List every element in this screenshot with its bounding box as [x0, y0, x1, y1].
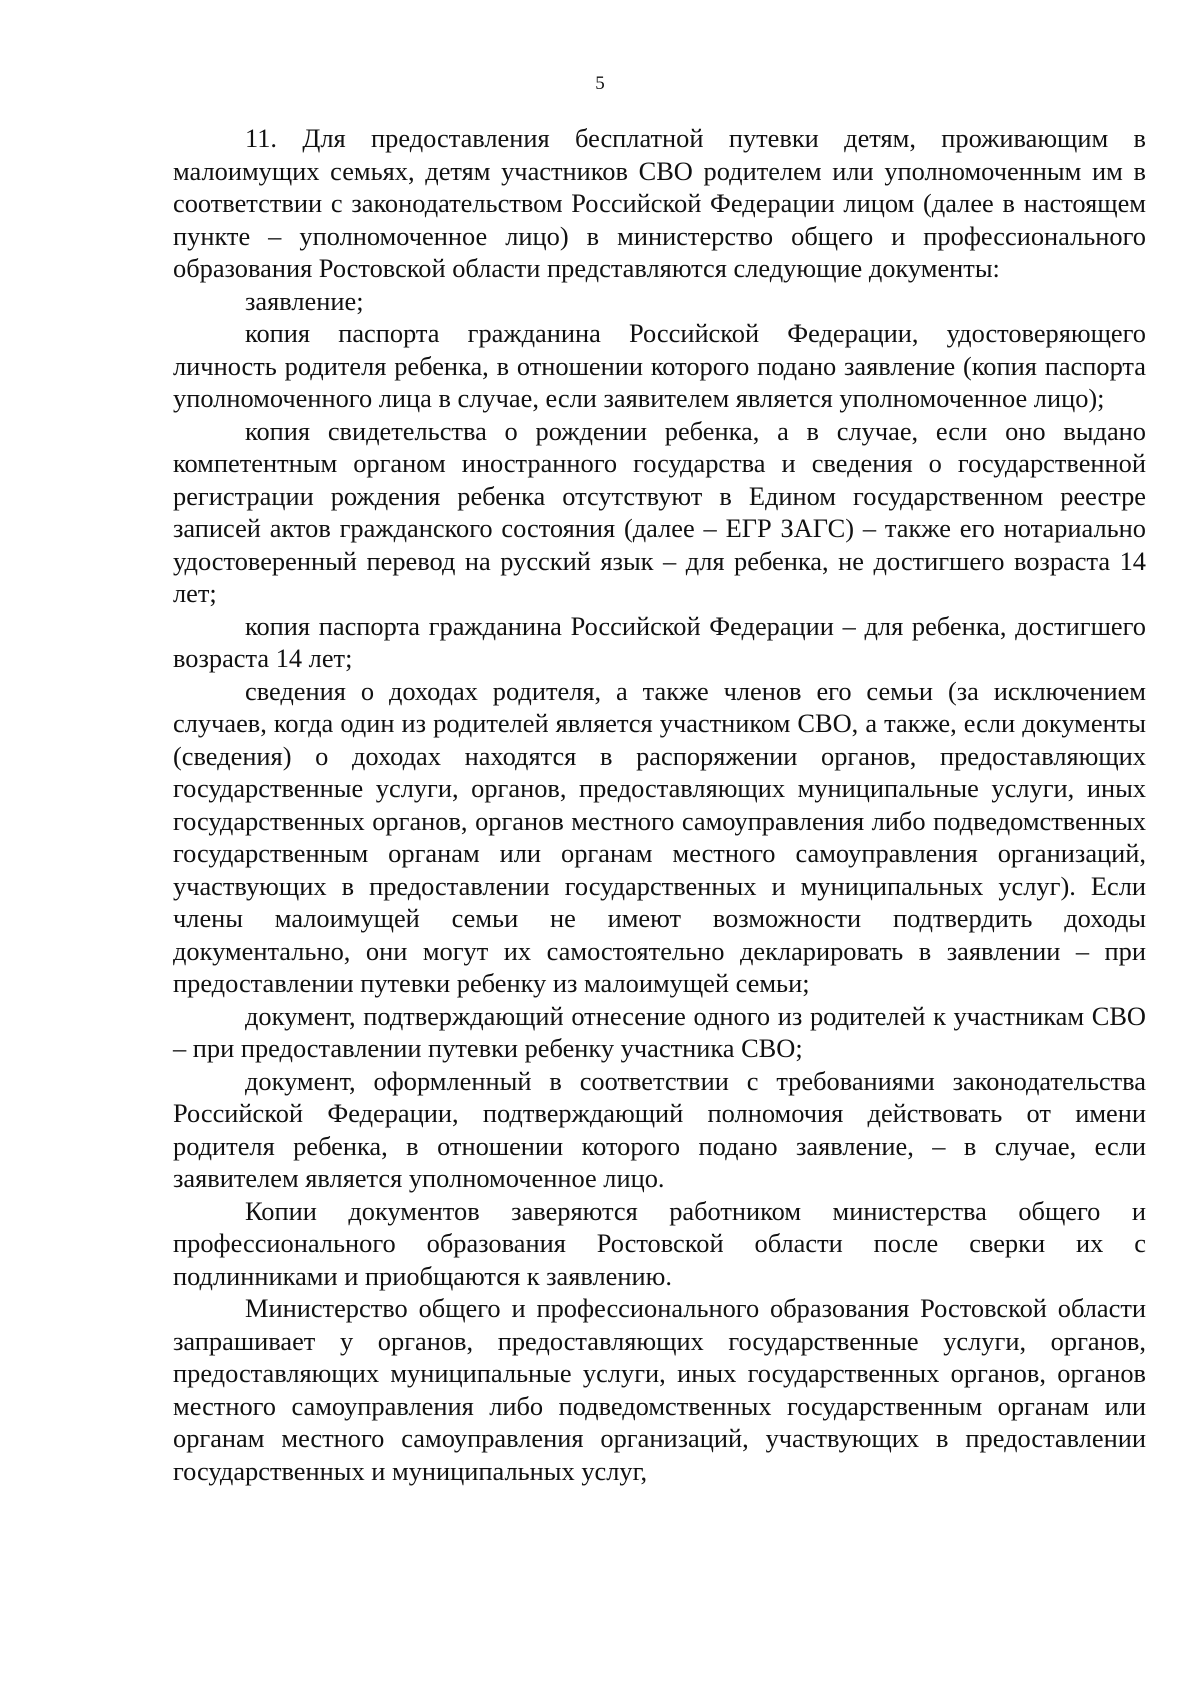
paragraph-ministry-request: Министерство общего и профессионального образования Ростовской области запрашивает у органов, предоставляющих государственные услуги, органов, предоставляющих муниципальные услуги, иных государственных органов, органов местного самоуправления либо подведомственных государственным органам или органам местного самоуправления организаций, участвующих в предоставлении государственных и муниципальных услуг, — [173, 1293, 1146, 1486]
list-item-income-information: сведения о доходах родителя, а также членов его семьи (за исключением случаев, когда один из родителей является участником СВО, а также, если документы (сведения) о доходах находятся в распоряжении органов, предоставляющих государственные услуги, органов, предоставляющих муниципальные услуги, иных государственных органов, органов местного самоуправления либо подведомственных государственным органам или органам местного самоуправления организаций, участвующих в предоставлении государственных и муниципальных услуг). Если члены малоимущей семьи не имеют возможности подтвердить доходы документально, они могут их самостоятельно декларировать в заявлении – при предоставлении путевки ребенку из малоимущей семьи; — [173, 675, 1146, 998]
list-item-application: заявление; — [245, 285, 364, 316]
list-item-parent-passport-copy: копия паспорта гражданина Российской Федерации, удостоверяющего личность родителя ребенка, в отношении которого подано заявление (копия паспорта уполномоченного лица в случае, если заявителем является уполномоченное лицо); — [173, 318, 1146, 413]
paragraph-item-11-intro: 11. Для предоставления бесплатной путевки детям, проживающим в малоимущих семьях, детям участников СВО родителем или уполномоченным им в соответствии с законодательством Российской Федерации лицом (далее в настоящем пункте – уполномоченное лицо) в министерство общего и профессионального образования Ростовской области представляются следующие документы: — [173, 123, 1146, 283]
paragraph-copies-certification: Копии документов заверяются работником министерства общего и профессионального образования Ростовской области после сверки их с подлинниками и приобщаются к заявлению. — [173, 1195, 1146, 1291]
list-item-svo-participant-document: документ, подтверждающий отнесение одного из родителей к участникам СВО – при предоставлении путевки ребенку участника СВО; — [173, 1000, 1146, 1063]
list-item-child-passport-copy: копия паспорта гражданина Российской Федерации – для ребенка, достигшего возраста 14 лет; — [173, 610, 1146, 673]
document-body — [173, 122, 1146, 1487]
list-item-birth-certificate-copy: копия свидетельства о рождении ребенка, а в случае, если оно выдано компетентным органом иностранного государства и сведения о государственной регистрации рождения ребенка отсутствуют в Едином государственном реестре записей актов гражданского состояния (далее – ЕГР ЗАГС) – также его нотариально удостоверенный перевод на русский язык – для ребенка, не достигшего возраста 14 лет; — [173, 415, 1146, 608]
list-item-authority-document: документ, оформленный в соответствии с требованиями законодательства Российской Федерации, подтверждающий полномочия действовать от имени родителя ребенка, в отношении которого подано заявление, – в случае, если заявителем является уполномоченное лицо. — [173, 1065, 1146, 1193]
page-number: 5 — [595, 73, 605, 94]
